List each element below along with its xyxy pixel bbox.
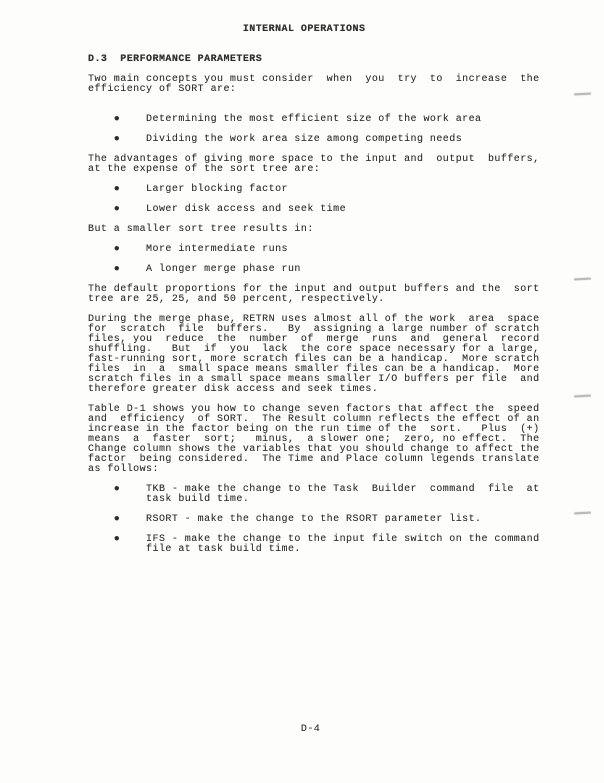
text-line <box>88 615 540 625</box>
text-line <box>88 575 540 585</box>
text-line <box>88 565 540 575</box>
margin-mark-artifact <box>574 512 591 515</box>
text-line <box>88 655 540 665</box>
text-line <box>88 555 540 565</box>
page-number: D-4 <box>88 724 321 735</box>
page-header: INTERNAL OPERATIONS <box>88 24 366 35</box>
text-line: means a faster sort; minus, a slower one; zero, no effect. The <box>88 434 540 445</box>
text-line: and efficiency of SORT. The Result column reflects the effect of an <box>88 414 540 425</box>
text-line <box>88 675 540 685</box>
text-line: files in a small space means smaller files can be a handicap. More <box>88 364 540 375</box>
text-line: Two main concepts you must consider when you try to increase the <box>88 74 540 85</box>
text-line <box>88 665 540 675</box>
text-line: fast-running sort, more scratch files can be a handicap. More scratch <box>88 354 540 365</box>
text-line: The advantages of giving more space to the input and output buffers, <box>88 154 540 165</box>
text-line: During the merge phase, RETRN uses almost all of the work area space <box>88 314 540 325</box>
text-line: efficiency of SORT are: <box>88 84 237 95</box>
text-line: ● Lower disk access and seek time <box>88 204 347 215</box>
text-line <box>88 635 540 645</box>
margin-mark-artifact <box>574 93 591 96</box>
document-text <box>88 25 540 735</box>
text-line: for scratch file buffers. By assigning a large number of scratch <box>88 324 540 335</box>
text-line <box>88 645 540 655</box>
text-line: shuffling. But if you lack the core space necessary for a large, <box>88 344 540 355</box>
text-line: ● A longer merge phase run <box>88 264 301 275</box>
text-line <box>88 705 540 715</box>
text-line <box>88 605 540 615</box>
text-line <box>88 625 540 635</box>
text-line: ● RSORT - make the change to the RSORT parameter list. <box>88 514 482 525</box>
text-line: scratch files in a small space means smaller I/O buffers per file and <box>88 374 540 385</box>
text-line: ● Larger blocking factor <box>88 184 288 195</box>
text-line: therefore greater disk access and seek times. <box>88 384 379 395</box>
text-line: factor being considered. The Time and Place column legends translate <box>88 454 540 465</box>
text-line: ● TKB - make the change to the Task Builder command file at <box>88 484 540 495</box>
text-line: But a smaller sort tree results in: <box>88 224 314 235</box>
text-line: file at task build time. <box>88 544 301 555</box>
margin-mark-artifact <box>574 395 591 398</box>
text-line: files, you reduce the number of merge runs and general record <box>88 334 540 345</box>
text-line: increase in the factor being on the run time of the sort. Plus (+) <box>88 424 540 435</box>
text-line <box>88 685 540 695</box>
text-line: task build time. <box>88 494 250 505</box>
text-line: ● Determining the most efficient size of the work area <box>88 114 482 125</box>
text-line: The default proportions for the input and output buffers and the sort <box>88 284 540 295</box>
text-line: ● More intermediate runs <box>88 244 288 255</box>
text-line: tree are 25, 25, and 50 percent, respectively. <box>88 294 385 305</box>
text-line <box>88 35 540 45</box>
text-line: as follows: <box>88 464 159 475</box>
text-line <box>88 585 540 595</box>
text-line: ● IFS - make the change to the input file switch on the command <box>88 534 540 545</box>
text-line: Table D-1 shows you how to change seven factors that affect the speed <box>88 404 540 415</box>
text-line: ● Dividing the work area size among competing needs <box>88 134 463 145</box>
text-line <box>88 695 540 705</box>
section-heading: D.3 PERFORMANCE PARAMETERS <box>88 54 263 65</box>
text-line <box>88 595 540 605</box>
text-line <box>88 95 540 105</box>
text-line: at the expense of the sort tree are: <box>88 164 321 175</box>
margin-mark-artifact <box>574 278 591 281</box>
text-line: Change column shows the variables that you should change to affect the <box>88 444 540 455</box>
